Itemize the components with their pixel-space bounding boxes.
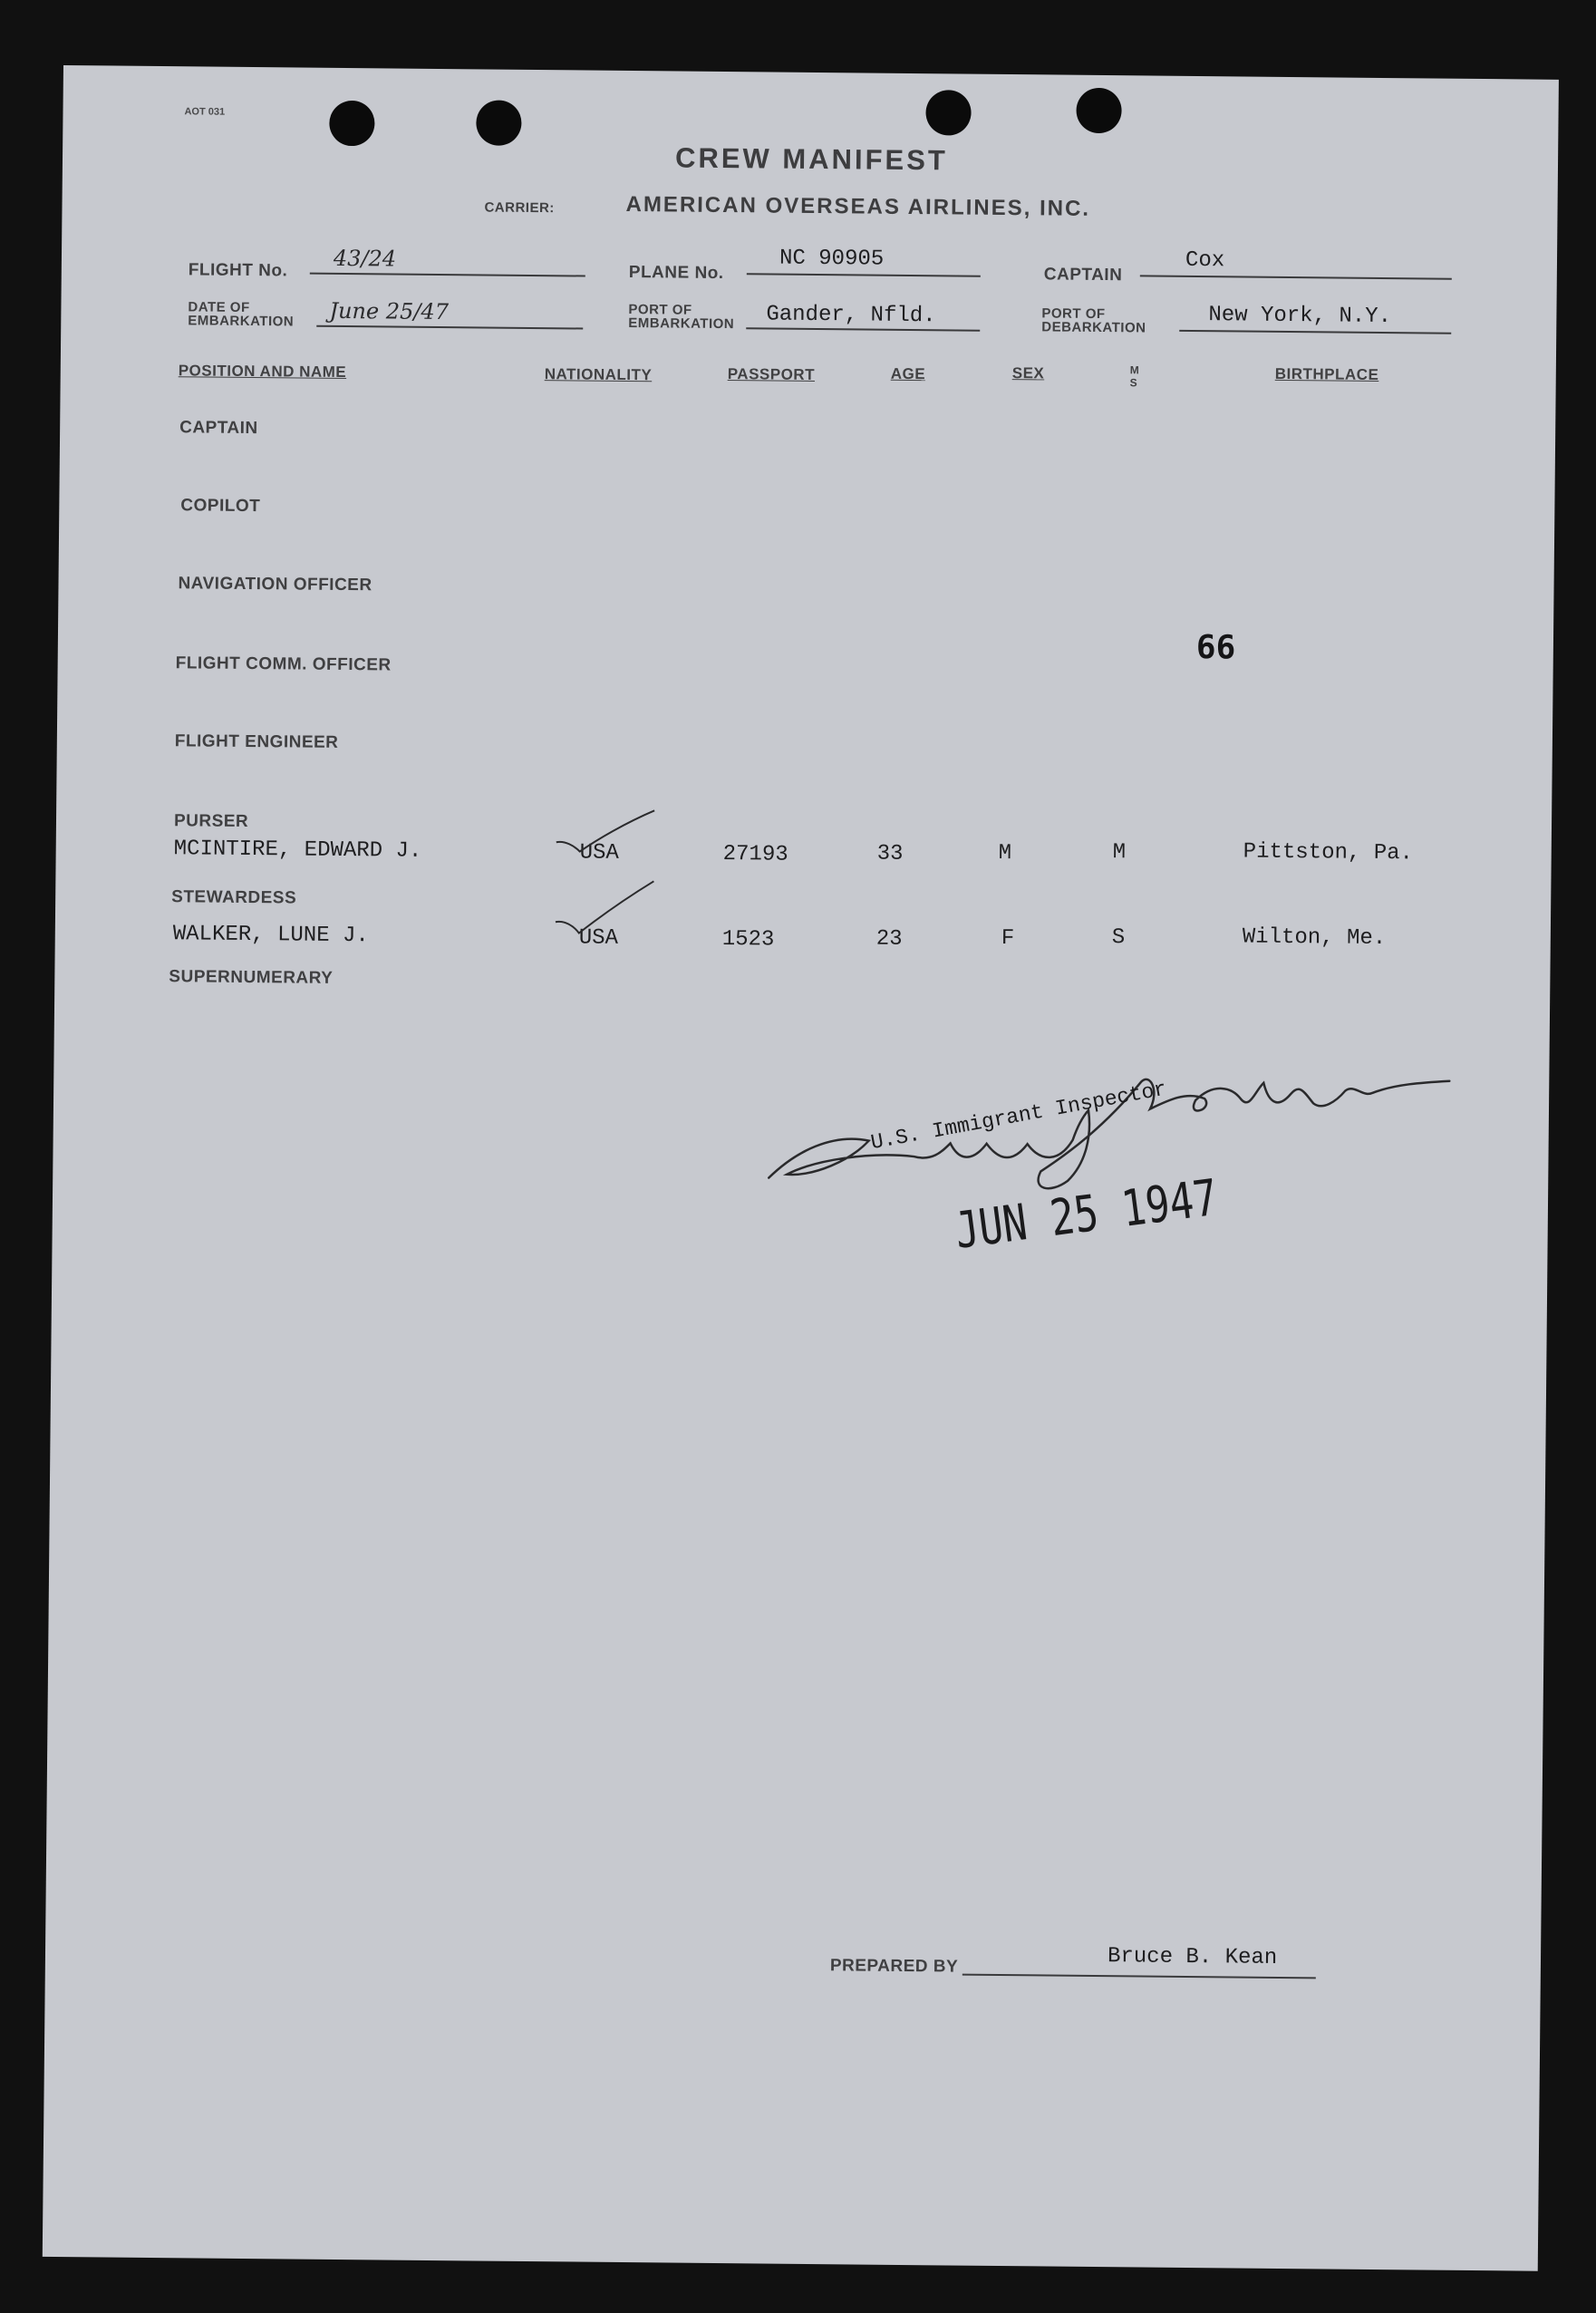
position-supernumerary: SUPERNUMERARY <box>169 967 334 988</box>
port-of-debarkation-value: New York, N.Y. <box>1208 303 1392 330</box>
port-of-debarkation-label: PORT OF DEBARKATION <box>1041 305 1146 336</box>
underline <box>1179 330 1451 334</box>
col-age: AGE <box>890 364 926 383</box>
col-passport: PASSPORT <box>727 365 816 383</box>
underline <box>746 327 980 331</box>
date-of-embarkation-value: June 25/47 <box>329 297 450 325</box>
corner-note: AOT 031 <box>184 106 226 118</box>
plane-no-label: PLANE No. <box>628 262 724 284</box>
carrier-name: AMERICAN OVERSEAS AIRLINES, INC. <box>625 191 1091 221</box>
purser-name: MCINTIRE, EDWARD J. <box>173 837 422 864</box>
underline <box>747 273 981 276</box>
position-navigation-officer: NAVIGATION OFFICER <box>178 574 372 595</box>
underline <box>962 1974 1316 1979</box>
purser-nationality: USA <box>579 840 620 866</box>
punch-hole <box>925 90 971 135</box>
position-copilot: COPILOT <box>180 496 261 517</box>
purser-sex: M <box>998 840 1012 866</box>
date-of-embarkation-label: DATE OF EMBARKATION <box>188 299 295 330</box>
prepared-by-label: PREPARED BY <box>829 1956 959 1977</box>
captain-value: Cox <box>1185 247 1225 274</box>
stewardess-sex: F <box>1001 925 1015 952</box>
underline <box>316 325 583 330</box>
stewardess-birthplace: Wilton, Me. <box>1242 924 1387 952</box>
col-birthplace: BIRTHPLACE <box>1274 364 1379 383</box>
position-stewardess: STEWARDESS <box>171 887 297 908</box>
col-sex: SEX <box>1011 364 1045 382</box>
position-flight-engineer: FLIGHT ENGINEER <box>174 731 339 752</box>
position-purser: PURSER <box>173 811 249 831</box>
punch-hole <box>476 100 521 145</box>
punch-hole <box>1076 88 1121 133</box>
flight-no-label: FLIGHT No. <box>188 260 288 281</box>
captain-label: CAPTAIN <box>1043 265 1123 285</box>
check-mark-icon <box>553 804 663 859</box>
underline <box>1140 275 1452 279</box>
underline <box>310 273 585 277</box>
stewardess-age: 23 <box>875 926 903 952</box>
port-of-embarkation-label: PORT OF EMBARKATION <box>628 301 735 333</box>
inspector-stamp: U.S. Immigrant Inspector <box>868 1077 1169 1156</box>
stewardess-marital-status: S <box>1111 925 1126 951</box>
position-captain: CAPTAIN <box>179 418 258 439</box>
stewardess-nationality: USA <box>578 925 619 951</box>
check-mark-icon <box>552 876 662 941</box>
col-ms: M S <box>1129 363 1139 390</box>
position-flight-comm-officer: FLIGHT COMM. OFFICER <box>175 653 392 675</box>
punch-hole <box>329 101 374 146</box>
flight-no-value: 43/24 <box>333 245 397 272</box>
purser-marital-status: M <box>1112 840 1127 866</box>
stewardess-name: WALKER, LUNE J. <box>172 922 369 949</box>
stewardess-passport: 1523 <box>721 927 775 953</box>
page-number: 66 <box>1195 629 1236 667</box>
carrier-label: CARRIER: <box>484 199 555 217</box>
col-nationality: NATIONALITY <box>544 365 653 384</box>
page-title: CREW MANIFEST <box>674 141 948 177</box>
purser-passport: 27193 <box>722 842 788 867</box>
port-of-embarkation-value: Gander, Nfld. <box>766 302 936 329</box>
prepared-by-value: Bruce B. Kean <box>1107 1944 1278 1970</box>
manifest-page <box>43 65 1559 2271</box>
col-position-and-name: POSITION AND NAME <box>178 362 347 382</box>
purser-birthplace: Pittston, Pa. <box>1243 839 1414 866</box>
plane-no-value: NC 90905 <box>779 246 885 272</box>
date-stamp: JUN 25 1947 <box>951 1168 1222 1261</box>
purser-age: 33 <box>876 841 904 866</box>
